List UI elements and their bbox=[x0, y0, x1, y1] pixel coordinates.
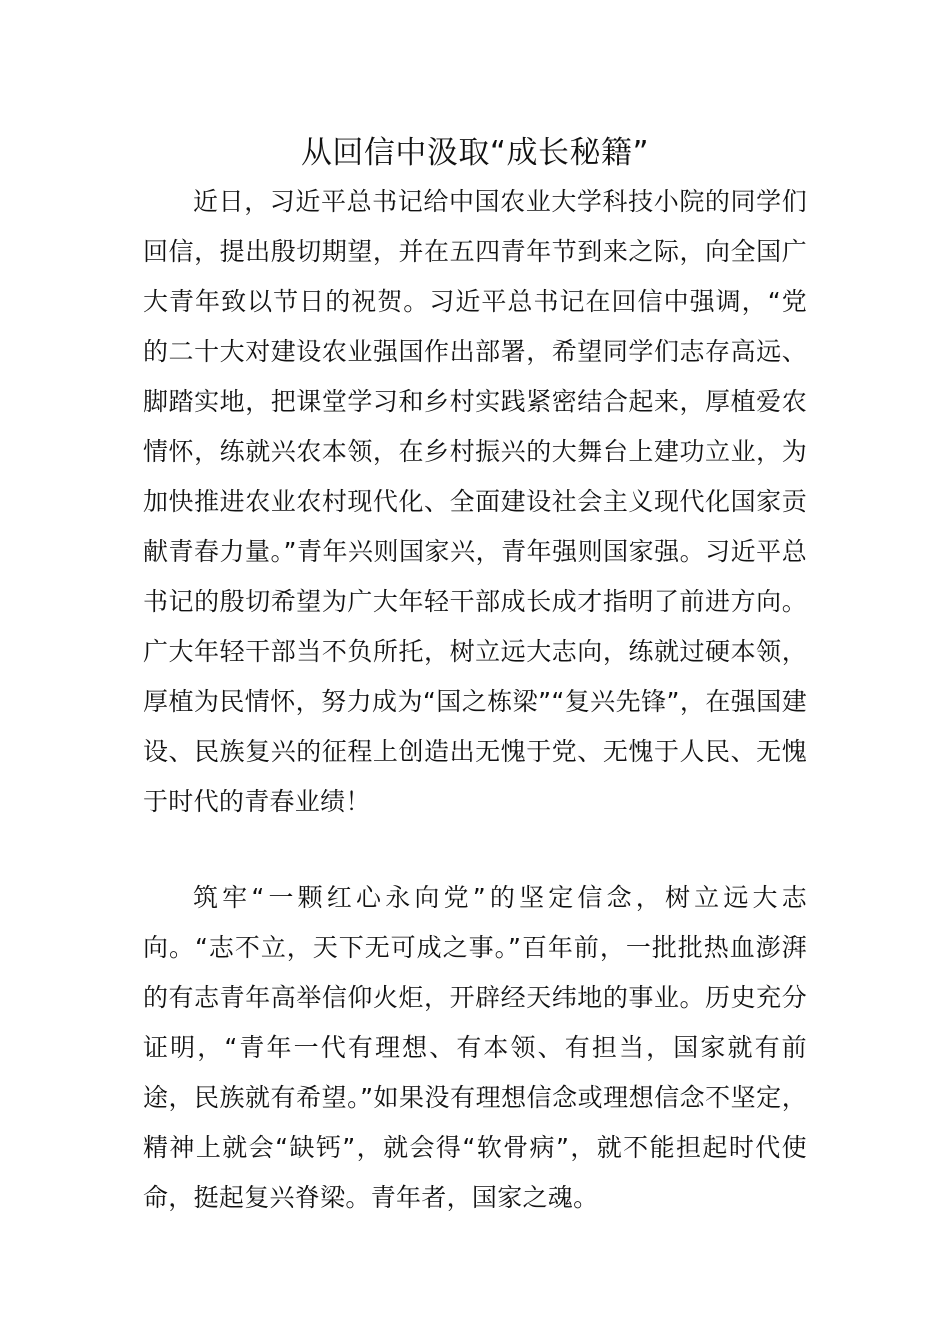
paragraph-1: 近日，习近平总书记给中国农业大学科技小院的同学们回信，提出殷切期望，并在五四青年节到来之际，向全国广大青年致以节日的祝贺。习近平总书记在回信中强调，“党的二十大对建设农业强国作出部署，希望同学们志存高远、脚踏实地，把课堂学习和乡村实践紧密结合起来，厚植爱农情怀，练就兴农本领，在乡村振兴的大舞台上建功立业，为加快推进农业农村现代化、全面建设社会主义现代化国家贡献青春力量。”青年兴则国家兴，青年强则国家强。习近平总书记的殷切希望为广大年轻干部成长成才指明了前进方向。广大年轻干部当不负所托，树立远大志向，练就过硬本领，厚植为民情怀，努力成为“国之栋梁”“复兴先锋”，在强国建设、民族复兴的征程上创造出无愧于党、无愧于人民、无愧于时代的青春业绩！ bbox=[143, 187, 807, 816]
paragraph-2: 筑牢“一颗红心永向党”的坚定信念，树立远大志向。“志不立，天下无可成之事。”百年前，一批批热血澎湃的有志青年高举信仰火炬，开辟经天纬地的事业。历史充分证明，“青年一代有理想、有本领、有担当，国家就有前途，民族就有希望。”如果没有理想信念或理想信念不坚定，精神上就会“缺钙”，就会得“软骨病”，就不能担起时代使命，挺起复兴脊梁。青年者，国家之魂。 bbox=[143, 883, 807, 1212]
document-title: 从回信中汲取“成长秘籍” bbox=[300, 135, 650, 171]
